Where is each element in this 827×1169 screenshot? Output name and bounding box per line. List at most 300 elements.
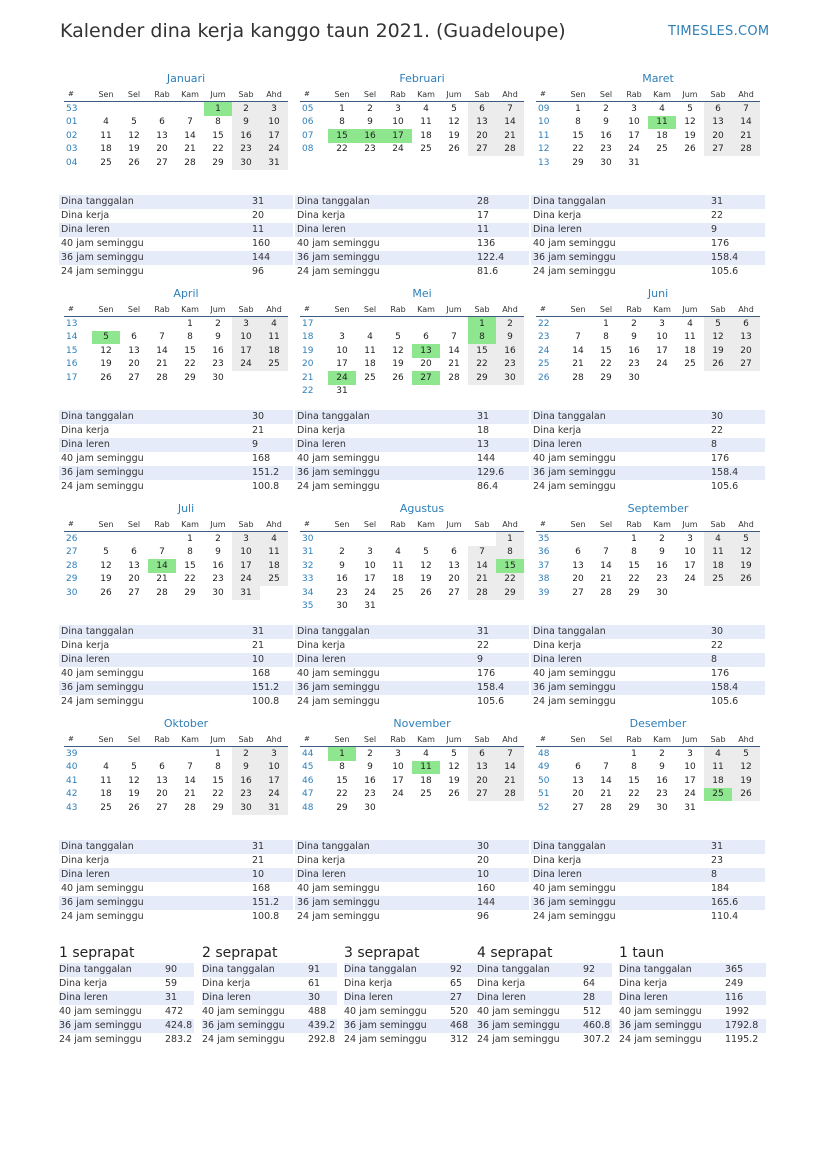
day-cell[interactable]: 7 — [187, 762, 193, 773]
day-cell[interactable]: 4 — [704, 532, 732, 546]
day-cell[interactable]: 25 — [704, 573, 732, 587]
day-cell[interactable]: 17 — [684, 560, 696, 571]
day-cell[interactable]: 23 — [600, 144, 612, 155]
day-cell[interactable]: 21 — [572, 359, 584, 370]
day-cell[interactable]: 5 — [103, 547, 109, 558]
day-cell[interactable]: 11 — [684, 332, 696, 343]
day-cell[interactable]: 10 — [684, 547, 696, 558]
day-cell[interactable]: 7 — [496, 747, 524, 761]
day-cell[interactable]: 1 — [631, 748, 637, 759]
day-cell[interactable]: 21 — [468, 573, 496, 587]
day-cell[interactable]: 7 — [468, 546, 496, 560]
day-cell[interactable]: 1 — [187, 533, 193, 544]
day-cell[interactable]: 20 — [468, 774, 496, 788]
day-cell[interactable]: 16 — [628, 345, 640, 356]
day-cell[interactable]: 15 — [496, 559, 524, 573]
day-cell[interactable]: 24 — [364, 587, 376, 598]
day-cell[interactable]: 5 — [732, 532, 760, 546]
day-cell[interactable]: 12 — [732, 546, 760, 560]
day-cell[interactable]: 7 — [603, 547, 609, 558]
day-cell[interactable]: 16 — [356, 129, 384, 143]
day-cell[interactable]: 19 — [684, 130, 696, 141]
day-cell[interactable]: 9 — [232, 116, 260, 130]
day-cell[interactable]: 2 — [659, 748, 665, 759]
day-cell[interactable]: 18 — [260, 344, 288, 358]
day-cell[interactable]: 4 — [704, 747, 732, 761]
day-cell[interactable]: 20 — [572, 789, 584, 800]
day-cell[interactable]: 8 — [468, 331, 496, 345]
day-cell[interactable]: 25 — [704, 788, 732, 802]
day-cell[interactable]: 20 — [704, 129, 732, 143]
day-cell[interactable]: 15 — [184, 560, 196, 571]
day-cell[interactable]: 2 — [659, 533, 665, 544]
day-cell[interactable]: 3 — [687, 533, 693, 544]
day-cell[interactable]: 15 — [212, 130, 224, 141]
day-cell[interactable]: 25 — [100, 157, 112, 168]
day-cell[interactable]: 16 — [496, 344, 524, 358]
day-cell[interactable]: 2 — [367, 748, 373, 759]
day-cell[interactable]: 27 — [732, 358, 760, 372]
day-cell[interactable]: 26 — [704, 358, 732, 372]
day-cell[interactable]: 5 — [732, 747, 760, 761]
day-cell[interactable]: 31 — [336, 386, 348, 397]
day-cell[interactable]: 2 — [631, 318, 637, 329]
day-cell[interactable]: 18 — [100, 789, 112, 800]
day-cell[interactable]: 15 — [600, 345, 612, 356]
day-cell[interactable]: 8 — [215, 117, 221, 128]
day-cell[interactable]: 21 — [156, 359, 168, 370]
day-cell[interactable]: 21 — [448, 359, 460, 370]
day-cell[interactable]: 30 — [336, 601, 348, 612]
day-cell[interactable]: 26 — [100, 372, 112, 383]
day-cell[interactable]: 29 — [212, 157, 224, 168]
day-cell[interactable]: 26 — [420, 587, 432, 598]
day-cell[interactable]: 8 — [187, 547, 193, 558]
day-cell[interactable]: 18 — [100, 144, 112, 155]
day-cell[interactable]: 10 — [364, 560, 376, 571]
day-cell[interactable]: 31 — [260, 801, 288, 815]
day-cell[interactable]: 9 — [215, 332, 221, 343]
day-cell[interactable]: 27 — [572, 587, 584, 598]
day-cell[interactable]: 5 — [131, 762, 137, 773]
day-cell[interactable]: 25 — [260, 358, 288, 372]
day-cell[interactable]: 11 — [100, 775, 112, 786]
day-cell[interactable]: 23 — [656, 789, 668, 800]
day-cell[interactable]: 27 — [128, 587, 140, 598]
day-cell[interactable]: 10 — [336, 345, 348, 356]
day-cell[interactable]: 15 — [628, 560, 640, 571]
day-cell[interactable]: 29 — [184, 587, 196, 598]
day-cell[interactable]: 3 — [687, 748, 693, 759]
day-cell[interactable]: 2 — [215, 318, 221, 329]
day-cell[interactable]: 23 — [496, 358, 524, 372]
day-cell[interactable]: 21 — [184, 789, 196, 800]
day-cell[interactable]: 18 — [656, 130, 668, 141]
day-cell[interactable]: 20 — [468, 129, 496, 143]
day-cell[interactable]: 31 — [628, 157, 640, 168]
day-cell[interactable]: 7 — [187, 117, 193, 128]
day-cell[interactable]: 30 — [212, 587, 224, 598]
day-cell[interactable]: 6 — [468, 102, 496, 116]
day-cell[interactable]: 28 — [732, 143, 760, 157]
day-cell[interactable]: 11 — [100, 130, 112, 141]
day-cell[interactable]: 3 — [232, 532, 260, 546]
day-cell[interactable]: 31 — [260, 156, 288, 170]
day-cell[interactable]: 5 — [451, 748, 457, 759]
day-cell[interactable]: 19 — [100, 359, 112, 370]
day-cell[interactable]: 10 — [656, 332, 668, 343]
day-cell[interactable]: 8 — [339, 762, 345, 773]
day-cell[interactable]: 20 — [572, 574, 584, 585]
day-cell[interactable]: 8 — [575, 117, 581, 128]
day-cell[interactable]: 2 — [603, 103, 609, 114]
day-cell[interactable]: 3 — [659, 318, 665, 329]
day-cell[interactable]: 20 — [448, 574, 460, 585]
day-cell[interactable]: 19 — [128, 144, 140, 155]
day-cell[interactable]: 14 — [148, 559, 176, 573]
day-cell[interactable]: 2 — [232, 747, 260, 761]
day-cell[interactable]: 15 — [572, 130, 584, 141]
day-cell[interactable]: 5 — [92, 331, 120, 345]
day-cell[interactable]: 7 — [603, 762, 609, 773]
day-cell[interactable]: 15 — [336, 775, 348, 786]
day-cell[interactable]: 10 — [232, 331, 260, 345]
day-cell[interactable]: 4 — [659, 103, 665, 114]
day-cell[interactable]: 27 — [704, 143, 732, 157]
day-cell[interactable]: 13 — [128, 345, 140, 356]
day-cell[interactable]: 22 — [212, 144, 224, 155]
day-cell[interactable]: 23 — [212, 359, 224, 370]
day-cell[interactable]: 24 — [684, 574, 696, 585]
day-cell[interactable]: 9 — [659, 547, 665, 558]
day-cell[interactable]: 13 — [732, 331, 760, 345]
day-cell[interactable]: 28 — [184, 802, 196, 813]
day-cell[interactable]: 17 — [260, 129, 288, 143]
day-cell[interactable]: 17 — [628, 130, 640, 141]
day-cell[interactable]: 22 — [336, 144, 348, 155]
day-cell[interactable]: 11 — [364, 345, 376, 356]
day-cell[interactable]: 4 — [260, 532, 288, 546]
day-cell[interactable]: 26 — [392, 372, 404, 383]
day-cell[interactable]: 19 — [448, 775, 460, 786]
day-cell[interactable]: 28 — [572, 372, 584, 383]
day-cell[interactable]: 27 — [156, 802, 168, 813]
day-cell[interactable]: 8 — [215, 762, 221, 773]
day-cell[interactable]: 30 — [628, 372, 640, 383]
day-cell[interactable]: 13 — [156, 130, 168, 141]
day-cell[interactable]: 23 — [232, 143, 260, 157]
day-cell[interactable]: 26 — [128, 157, 140, 168]
day-cell[interactable]: 14 — [732, 116, 760, 130]
day-cell[interactable]: 6 — [451, 547, 457, 558]
day-cell[interactable]: 27 — [448, 587, 460, 598]
day-cell[interactable]: 10 — [260, 761, 288, 775]
day-cell[interactable]: 13 — [412, 344, 440, 358]
day-cell[interactable]: 29 — [600, 372, 612, 383]
day-cell[interactable]: 9 — [339, 560, 345, 571]
day-cell[interactable]: 24 — [684, 789, 696, 800]
day-cell[interactable]: 6 — [704, 102, 732, 116]
day-cell[interactable]: 22 — [572, 144, 584, 155]
day-cell[interactable]: 5 — [131, 117, 137, 128]
day-cell[interactable]: 16 — [364, 775, 376, 786]
day-cell[interactable]: 21 — [156, 574, 168, 585]
day-cell[interactable]: 13 — [156, 775, 168, 786]
day-cell[interactable]: 18 — [364, 359, 376, 370]
day-cell[interactable]: 12 — [732, 761, 760, 775]
day-cell[interactable]: 30 — [232, 801, 260, 815]
day-cell[interactable]: 10 — [628, 117, 640, 128]
day-cell[interactable]: 22 — [496, 573, 524, 587]
day-cell[interactable]: 4 — [103, 762, 109, 773]
day-cell[interactable]: 12 — [420, 560, 432, 571]
day-cell[interactable]: 12 — [684, 117, 696, 128]
day-cell[interactable]: 17 — [232, 344, 260, 358]
day-cell[interactable]: 16 — [212, 345, 224, 356]
day-cell[interactable]: 26 — [448, 789, 460, 800]
day-cell[interactable]: 5 — [423, 547, 429, 558]
day-cell[interactable]: 22 — [184, 574, 196, 585]
day-cell[interactable]: 27 — [572, 802, 584, 813]
day-cell[interactable]: 2 — [367, 103, 373, 114]
day-cell[interactable]: 18 — [704, 559, 732, 573]
day-cell[interactable]: 10 — [232, 546, 260, 560]
day-cell[interactable]: 21 — [732, 129, 760, 143]
day-cell[interactable]: 16 — [336, 574, 348, 585]
day-cell[interactable]: 15 — [212, 775, 224, 786]
day-cell[interactable]: 4 — [395, 547, 401, 558]
day-cell[interactable]: 14 — [496, 761, 524, 775]
day-cell[interactable]: 7 — [496, 102, 524, 116]
day-cell[interactable]: 8 — [631, 547, 637, 558]
day-cell[interactable]: 5 — [704, 317, 732, 331]
day-cell[interactable]: 23 — [232, 788, 260, 802]
day-cell[interactable]: 17 — [260, 774, 288, 788]
day-cell[interactable]: 15 — [628, 775, 640, 786]
day-cell[interactable]: 6 — [575, 547, 581, 558]
day-cell[interactable]: 22 — [628, 574, 640, 585]
day-cell[interactable]: 30 — [212, 372, 224, 383]
day-cell[interactable]: 2 — [215, 533, 221, 544]
day-cell[interactable]: 30 — [364, 802, 376, 813]
day-cell[interactable]: 26 — [100, 587, 112, 598]
day-cell[interactable]: 11 — [704, 546, 732, 560]
day-cell[interactable]: 8 — [631, 762, 637, 773]
day-cell[interactable]: 17 — [392, 775, 404, 786]
day-cell[interactable]: 17 — [656, 345, 668, 356]
day-cell[interactable]: 25 — [420, 789, 432, 800]
day-cell[interactable]: 13 — [572, 560, 584, 571]
day-cell[interactable]: 10 — [392, 762, 404, 773]
day-cell[interactable]: 13 — [468, 761, 496, 775]
day-cell[interactable]: 29 — [496, 586, 524, 600]
day-cell[interactable]: 2 — [232, 102, 260, 116]
day-cell[interactable]: 30 — [600, 157, 612, 168]
day-cell[interactable]: 2 — [339, 547, 345, 558]
day-cell[interactable]: 16 — [656, 775, 668, 786]
day-cell[interactable]: 22 — [184, 359, 196, 370]
day-cell[interactable]: 21 — [184, 144, 196, 155]
day-cell[interactable]: 20 — [732, 344, 760, 358]
day-cell[interactable]: 25 — [364, 372, 376, 383]
day-cell[interactable]: 1 — [339, 103, 345, 114]
day-cell[interactable]: 20 — [156, 789, 168, 800]
day-cell[interactable]: 5 — [687, 103, 693, 114]
day-cell[interactable]: 9 — [496, 331, 524, 345]
day-cell[interactable]: 6 — [423, 332, 429, 343]
day-cell[interactable]: 12 — [448, 762, 460, 773]
day-cell[interactable]: 7 — [451, 332, 457, 343]
day-cell[interactable]: 19 — [128, 789, 140, 800]
day-cell[interactable]: 22 — [628, 789, 640, 800]
day-cell[interactable]: 25 — [100, 802, 112, 813]
day-cell[interactable]: 23 — [212, 574, 224, 585]
day-cell[interactable]: 18 — [260, 559, 288, 573]
day-cell[interactable]: 24 — [260, 143, 288, 157]
day-cell[interactable]: 3 — [260, 102, 288, 116]
day-cell[interactable]: 1 — [204, 102, 232, 116]
day-cell[interactable]: 11 — [260, 546, 288, 560]
day-cell[interactable]: 12 — [448, 117, 460, 128]
day-cell[interactable]: 16 — [232, 774, 260, 788]
day-cell[interactable]: 21 — [496, 129, 524, 143]
day-cell[interactable]: 26 — [128, 802, 140, 813]
day-cell[interactable]: 3 — [339, 332, 345, 343]
day-cell[interactable]: 14 — [600, 775, 612, 786]
day-cell[interactable]: 24 — [260, 788, 288, 802]
day-cell[interactable]: 6 — [159, 117, 165, 128]
day-cell[interactable]: 10 — [260, 116, 288, 130]
brand-logo-text[interactable]: TIMESLES.COM — [668, 24, 770, 39]
day-cell[interactable]: 18 — [420, 775, 432, 786]
day-cell[interactable]: 6 — [159, 762, 165, 773]
day-cell[interactable]: 14 — [156, 345, 168, 356]
day-cell[interactable]: 14 — [468, 559, 496, 573]
day-cell[interactable]: 26 — [448, 144, 460, 155]
day-cell[interactable]: 29 — [184, 372, 196, 383]
day-cell[interactable]: 25 — [684, 359, 696, 370]
day-cell[interactable]: 1 — [575, 103, 581, 114]
day-cell[interactable]: 31 — [364, 601, 376, 612]
day-cell[interactable]: 16 — [212, 560, 224, 571]
day-cell[interactable]: 28 — [496, 788, 524, 802]
day-cell[interactable]: 1 — [215, 748, 221, 759]
day-cell[interactable]: 17 — [684, 775, 696, 786]
day-cell[interactable]: 24 — [392, 789, 404, 800]
day-cell[interactable]: 30 — [496, 371, 524, 385]
day-cell[interactable]: 12 — [100, 560, 112, 571]
day-cell[interactable]: 31 — [232, 586, 260, 600]
day-cell[interactable]: 28 — [156, 587, 168, 598]
day-cell[interactable]: 10 — [392, 117, 404, 128]
day-cell[interactable]: 11 — [420, 117, 432, 128]
day-cell[interactable]: 13 — [128, 560, 140, 571]
day-cell[interactable]: 25 — [392, 587, 404, 598]
day-cell[interactable]: 6 — [732, 317, 760, 331]
day-cell[interactable]: 14 — [184, 775, 196, 786]
day-cell[interactable]: 28 — [184, 157, 196, 168]
day-cell[interactable]: 12 — [128, 130, 140, 141]
day-cell[interactable]: 28 — [448, 372, 460, 383]
day-cell[interactable]: 29 — [628, 802, 640, 813]
day-cell[interactable]: 4 — [423, 103, 429, 114]
day-cell[interactable]: 27 — [412, 371, 440, 385]
day-cell[interactable]: 21 — [600, 789, 612, 800]
day-cell[interactable]: 14 — [184, 130, 196, 141]
day-cell[interactable]: 16 — [600, 130, 612, 141]
day-cell[interactable]: 24 — [392, 144, 404, 155]
day-cell[interactable]: 22 — [212, 789, 224, 800]
day-cell[interactable]: 10 — [684, 762, 696, 773]
day-cell[interactable]: 3 — [260, 747, 288, 761]
day-cell[interactable]: 18 — [704, 774, 732, 788]
day-cell[interactable]: 19 — [392, 359, 404, 370]
day-cell[interactable]: 15 — [468, 344, 496, 358]
day-cell[interactable]: 1 — [496, 532, 524, 546]
day-cell[interactable]: 23 — [628, 359, 640, 370]
day-cell[interactable]: 8 — [603, 332, 609, 343]
day-cell[interactable]: 8 — [187, 332, 193, 343]
day-cell[interactable]: 31 — [684, 802, 696, 813]
day-cell[interactable]: 3 — [367, 547, 373, 558]
day-cell[interactable]: 21 — [496, 774, 524, 788]
day-cell[interactable]: 28 — [468, 586, 496, 600]
day-cell[interactable]: 23 — [336, 587, 348, 598]
day-cell[interactable]: 28 — [156, 372, 168, 383]
day-cell[interactable]: 6 — [131, 332, 137, 343]
day-cell[interactable]: 26 — [732, 573, 760, 587]
day-cell[interactable]: 1 — [328, 747, 356, 761]
day-cell[interactable]: 13 — [448, 560, 460, 571]
day-cell[interactable]: 14 — [448, 345, 460, 356]
day-cell[interactable]: 26 — [684, 144, 696, 155]
day-cell[interactable]: 29 — [336, 802, 348, 813]
day-cell[interactable]: 20 — [156, 144, 168, 155]
day-cell[interactable]: 12 — [100, 345, 112, 356]
day-cell[interactable]: 19 — [420, 574, 432, 585]
day-cell[interactable]: 22 — [336, 789, 348, 800]
day-cell[interactable]: 9 — [215, 547, 221, 558]
day-cell[interactable]: 9 — [603, 117, 609, 128]
day-cell[interactable]: 3 — [395, 103, 401, 114]
day-cell[interactable]: 1 — [187, 318, 193, 329]
day-cell[interactable]: 29 — [572, 157, 584, 168]
day-cell[interactable]: 9 — [367, 117, 373, 128]
day-cell[interactable]: 30 — [656, 802, 668, 813]
day-cell[interactable]: 24 — [328, 371, 356, 385]
day-cell[interactable]: 23 — [364, 789, 376, 800]
day-cell[interactable]: 28 — [600, 587, 612, 598]
day-cell[interactable]: 13 — [704, 116, 732, 130]
day-cell[interactable]: 5 — [395, 332, 401, 343]
day-cell[interactable]: 27 — [468, 788, 496, 802]
day-cell[interactable]: 20 — [128, 574, 140, 585]
day-cell[interactable]: 4 — [260, 317, 288, 331]
day-cell[interactable]: 23 — [656, 574, 668, 585]
day-cell[interactable]: 1 — [468, 317, 496, 331]
day-cell[interactable]: 20 — [420, 359, 432, 370]
day-cell[interactable]: 3 — [395, 748, 401, 759]
day-cell[interactable]: 4 — [687, 318, 693, 329]
day-cell[interactable]: 5 — [451, 103, 457, 114]
day-cell[interactable]: 18 — [392, 574, 404, 585]
day-cell[interactable]: 11 — [412, 761, 440, 775]
day-cell[interactable]: 24 — [628, 144, 640, 155]
day-cell[interactable]: 19 — [732, 559, 760, 573]
day-cell[interactable]: 4 — [367, 332, 373, 343]
day-cell[interactable]: 6 — [575, 762, 581, 773]
day-cell[interactable]: 12 — [392, 345, 404, 356]
